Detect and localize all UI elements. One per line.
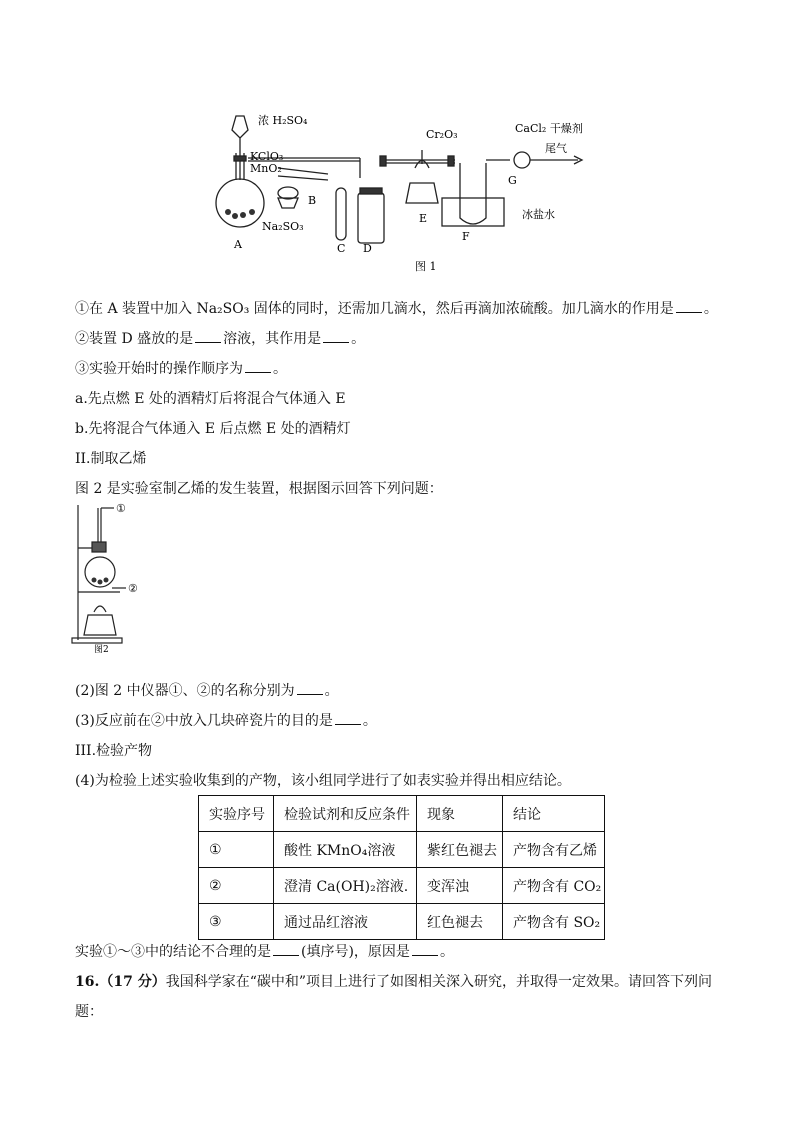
option-b: b.先将混合气体通入 E 后点燃 E 处的酒精灯	[75, 421, 351, 437]
table-cell: 澄清 Ca(OH)₂溶液.	[274, 868, 417, 904]
label-g: G	[508, 174, 517, 187]
bath-f	[442, 198, 504, 226]
figure-2-apparatus	[70, 500, 160, 660]
answer-blank	[245, 360, 271, 373]
label-b: B	[308, 194, 317, 207]
answer-blank	[412, 943, 438, 956]
question-3: ③实验开始时的操作顺序为 。	[75, 361, 287, 377]
question-1: ①在 A 装置中加入 Na₂SO₃ 固体的同时，还需加几滴水，然后再滴加浓硫酸。加几滴水的作用是 。	[75, 301, 718, 317]
table-cell: 产物含有 CO₂	[503, 868, 605, 904]
table-cell: 通过品红溶液	[274, 904, 417, 940]
table-cell: 产物含有乙烯	[503, 832, 605, 868]
label-a: A	[234, 238, 242, 251]
label-mno2: MnO₂	[250, 162, 282, 175]
label-acid: 浓 H₂SO₄	[258, 114, 308, 127]
table-header: 现象	[417, 796, 503, 832]
section-2-heading: II.制取乙烯	[75, 451, 147, 467]
table-row	[199, 868, 605, 904]
figure-1-caption: 图 1	[415, 260, 437, 273]
table-cell: 紫红色褪去	[417, 832, 503, 868]
label-f: F	[462, 230, 470, 243]
label-ice: 冰盐水	[522, 208, 555, 221]
answer-blank	[297, 682, 323, 695]
figure-1-apparatus	[210, 108, 630, 278]
burner-e	[406, 183, 438, 203]
table-header: 检验试剂和反应条件	[274, 796, 417, 832]
label-tail: 尾气	[545, 142, 567, 155]
answer-blank	[676, 300, 702, 313]
question-conclusion: 实验①～③中的结论不合理的是 (填序号)，原因是 。	[75, 944, 454, 960]
question-16: 16.（17 分）我国科学家在“碳中和”项目上进行了如图相关深入研究，并取得一定效果。请回答下列问	[75, 974, 713, 990]
figure-2-caption: 图2	[94, 645, 109, 655]
bottle-d	[358, 193, 384, 243]
question-2-instruments: (2)图 2 中仪器①、②的名称分别为 。	[75, 683, 339, 699]
answer-blank	[335, 712, 361, 725]
question-2: ②装置 D 盛放的是 溶液，其作用是 。	[75, 331, 366, 347]
figure-2-mark-2: ②	[128, 582, 138, 595]
table-cell: 产物含有 SO₂	[503, 904, 605, 940]
section-2-intro: 图 2 是实验室制乙烯的发生装置，根据图示回答下列问题：	[75, 481, 443, 497]
burner-2	[84, 615, 116, 635]
question-3-porcelain: (3)反应前在②中放入几块碎瓷片的目的是 。	[75, 713, 377, 729]
drying-tube-g	[514, 152, 530, 168]
question-16-cont: 题：	[75, 1004, 103, 1020]
label-cr2o3: Cr₂O₃	[426, 128, 458, 141]
table-cell: 红色褪去	[417, 904, 503, 940]
label-na2so3: Na₂SO₃	[262, 220, 304, 233]
funnel-a	[232, 116, 248, 138]
option-a: a.先点燃 E 处的酒精灯后将混合气体通入 E	[75, 391, 346, 407]
question-4: (4)为检验上述实验收集到的产物，该小组同学进行了如表实验并得出相应结论。	[75, 773, 571, 789]
answer-blank	[195, 330, 221, 343]
table-cell: ①	[199, 832, 274, 868]
table-cell: 酸性 KMnO₄溶液	[274, 832, 417, 868]
table-header: 结论	[503, 796, 605, 832]
answer-blank	[323, 330, 349, 343]
table-row	[199, 904, 605, 940]
flask-a	[216, 179, 264, 227]
figure-2-mark-1: ①	[116, 502, 126, 515]
label-kclo3: KClO₃	[250, 150, 284, 163]
label-e: E	[419, 212, 428, 225]
label-cacl2: CaCl₂ 干燥剂	[515, 122, 583, 135]
tube-c	[336, 188, 346, 240]
table-row	[199, 832, 605, 868]
answer-blank	[273, 943, 299, 956]
table-header-row	[199, 796, 605, 832]
u-tube-f	[460, 163, 486, 224]
experiment-table	[198, 795, 605, 940]
table-cell: ②	[199, 868, 274, 904]
tube-b	[278, 168, 328, 174]
table-cell: ③	[199, 904, 274, 940]
section-3-heading: III.检验产物	[75, 743, 153, 759]
label-c: C	[337, 242, 346, 255]
table-header: 实验序号	[199, 796, 274, 832]
table-cell: 变浑浊	[417, 868, 503, 904]
label-d: D	[363, 242, 372, 255]
